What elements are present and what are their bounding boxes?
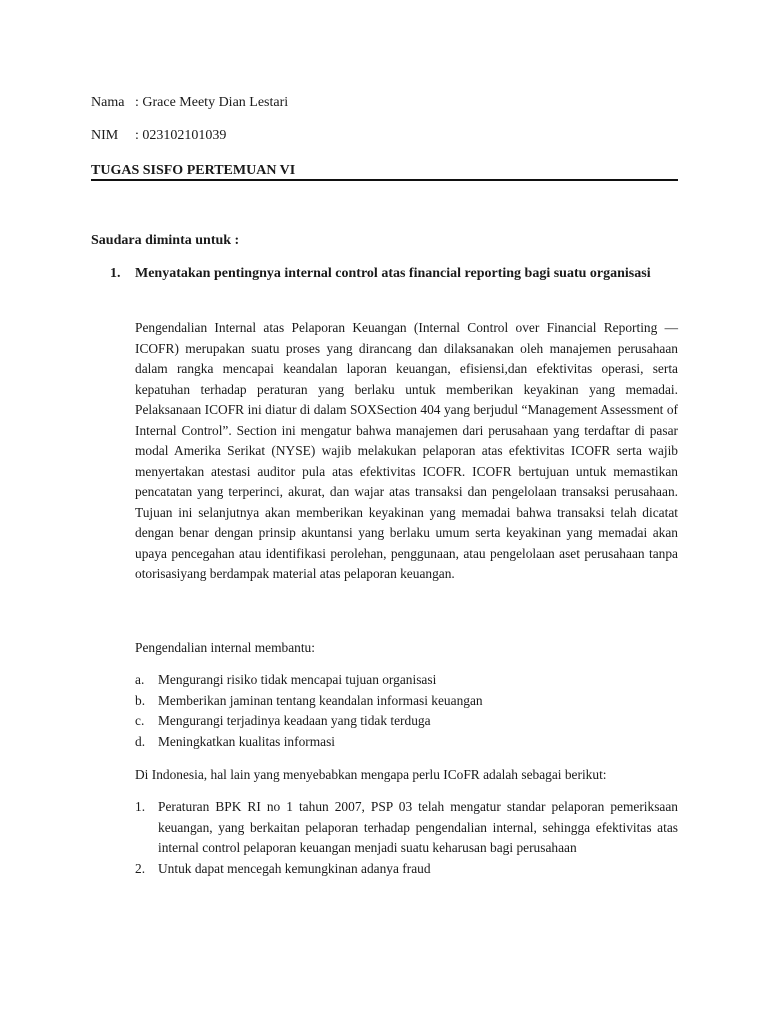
question-number: 1. (110, 266, 121, 281)
nim-label: NIM (91, 128, 119, 143)
nim-row (91, 127, 226, 145)
list-item-text: Mengurangi risiko tidak mencapai tujuan organisasi (158, 672, 437, 687)
document-title: TUGAS SISFO PERTEMUAN VI (91, 163, 296, 178)
list-item (135, 797, 678, 859)
paragraph-indonesia: Di Indonesia, hal lain yang menyebabkan mengapa perlu ICoFR adalah sebagai berikut: (135, 767, 607, 782)
question-text: Menyatakan pentingnya internal control atas financial reporting bagi suatu organisasi (135, 266, 651, 281)
list-marker: 2. (135, 860, 146, 876)
nim-value: : 023102101039 (135, 128, 227, 143)
title-underline (91, 179, 678, 181)
reasons-list (135, 797, 678, 879)
list-item-text: Mengurangi terjadinya keadaan yang tidak terduga (158, 713, 431, 728)
list-item-text: Memberikan jaminan tentang keandalan informasi keuangan (158, 692, 483, 708)
name-row (91, 94, 288, 112)
list-item-text: Meningkatkan kualitas informasi (158, 733, 336, 749)
list-item (135, 732, 678, 753)
list-item-text: Peraturan BPK RI no 1 tahun 2007, PSP 03 telah mengatur standar pelaporan pemeriksaan keuangan, yang berkaitan pelaporan terhadap pengendalian internal, sehingga efektivitas atas internal control pelaporan keuangan menjadi suatu keharusan bagi perusahaan (158, 799, 678, 855)
name-value: : Grace Meety Dian Lestari (135, 95, 289, 110)
paragraph-icofr: Pengendalian Internal atas Pelaporan Keuangan (Internal Control over Financial Reporting — ICOFR) merupakan suatu proses yang dirancang dan dilaksanakan oleh manajemen perusahaan dalam rangka mencapai keandalan laporan keuangan, efisiensi,dan efektivitas operasi, serta kepatuhan terhadap peraturan yang berlaku untuk memberikan keyakinan yang memadai. Pelaksanaan ICOFR ini diatur di dalam SOXSection 404 yang berjudul “Management Assessment of Internal Control”. Section ini mengatur bahwa manajemen dari perusahaan yang terdaftar di pasar modal Amerika Serikat (NYSE) wajib melakukan pelaporan atas efektivitas ICOFR serta wajib menyertakan atestasi auditor pula atas efektivitas ICOFR. ICOFR bertujuan untuk memastikan pencatatan yang terperinci, akurat, dan wajar atas transaksi dan pengelolaan transaksi perusahaan. Tujuan ini selanjutnya akan memberikan keyakinan yang memadai bahwa transaksi telah dicatat dengan benar dengan prinsip akuntansi yang berlaku umum serta keyakinan yang memadai akan upaya pencegahan atau identifikasi perolehan, penggunaan, atau pengelolaan aset perusahaan tanpa otorisasiyang berdampak material atas pelaporan keuangan. (135, 320, 678, 581)
list-marker: a. (135, 672, 145, 687)
name-label: Nama (91, 95, 125, 110)
benefits-list (135, 670, 678, 752)
list-marker: b. (135, 692, 146, 708)
list-marker: c. (135, 713, 145, 728)
list-item-text: Untuk dapat mencegah kemungkinan adanya fraud (158, 860, 431, 876)
intro-text: Saudara diminta untuk : (91, 233, 240, 248)
paragraph-membantu: Pengendalian internal membantu: (135, 640, 315, 655)
list-marker: d. (135, 733, 146, 749)
list-marker: 1. (135, 799, 146, 814)
list-item (135, 691, 678, 712)
question-1 (110, 264, 678, 284)
list-item (135, 711, 678, 732)
list-item (135, 670, 678, 691)
list-item (135, 859, 678, 880)
